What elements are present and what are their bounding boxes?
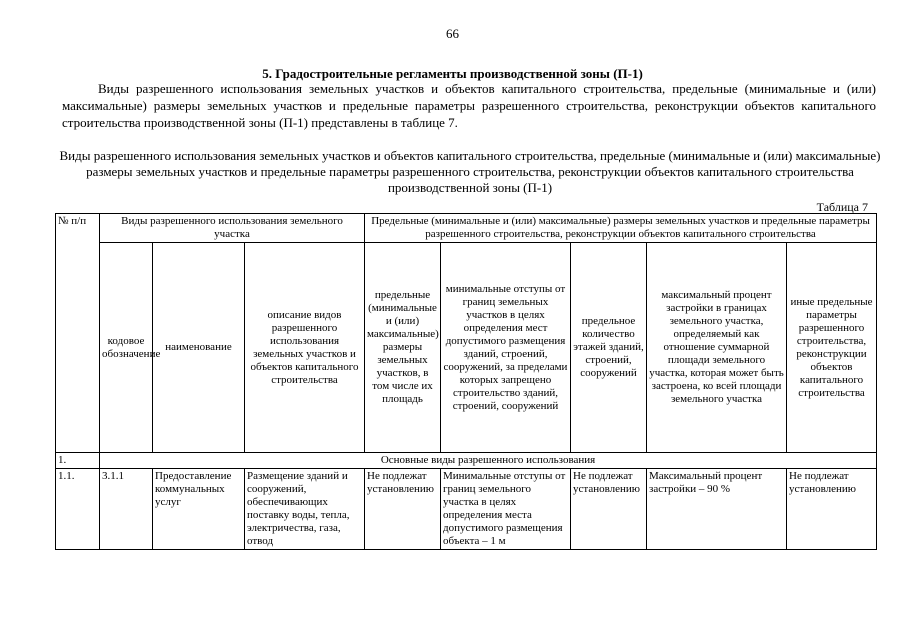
- intro-paragraph: Виды разрешенного использования земельных участков и объектов капитального строительства, предельные (минимальные и (или) максимальные) размеры земельных участков и предельные параметры разрешенного строительства, реконструкции объектов капитального строительства производственной зоны (П-1) представлены в таблице 7.: [62, 81, 876, 130]
- row-floors: Не подлежат установлению: [571, 469, 647, 550]
- section-row-label: Основные виды разрешенного использования: [100, 453, 877, 469]
- regulations-table: [55, 213, 877, 550]
- header-num: № п/п: [56, 214, 100, 453]
- table-title: Виды разрешенного использования земельных участков и объектов капитального строительства, предельные (минимальные и (или) максимальные) размеры земельных участков и предельные параметры разрешенного строительства, реконструкции объектов капитального строительства производственной зоны (П-1): [59, 148, 881, 195]
- header-group-right: Предельные (минимальные и (или) максимальные) размеры земельных участков и предельные параметры разрешенного строительства, реконструкции объектов капитального строительства: [365, 214, 877, 243]
- row-code: 3.1.1: [100, 469, 153, 550]
- table-caption: Таблица 7: [816, 200, 868, 214]
- row-other: Не подлежат установлению: [787, 469, 877, 550]
- section-row-num: 1.: [56, 453, 100, 469]
- section-row: [56, 453, 877, 469]
- header-col-coverage: максимальный процент застройки в границах земельного участка, определяемый как отношение суммарной площади земельного участка, которая может быть застроена, ко всей площади земельного участка: [647, 243, 787, 453]
- header-col-size: предельные (минимальные и (или) максимальные) размеры земельных участков, в том числе их площадь: [365, 243, 441, 453]
- row-num: 1.1.: [56, 469, 100, 550]
- header-col-code: кодовое обозначение: [100, 243, 153, 453]
- header-row-group: [56, 214, 877, 243]
- header-row-columns: [56, 243, 877, 453]
- header-col-description: описание видов разрешенного использования земельных участков и объектов капитального строительства: [245, 243, 365, 453]
- header-col-setback: минимальные отступы от границ земельных участков в целях определения мест допустимого размещения зданий, строений, сооружений, за пределами которых запрещено строительство зданий, строений, сооружений: [441, 243, 571, 453]
- row-setback: Минимальные отступы от границ земельного участка в целях определения места допустимого размещения объекта – 1 м: [441, 469, 571, 550]
- row-name: Предоставление коммунальных услуг: [153, 469, 245, 550]
- header-col-name: наименование: [153, 243, 245, 453]
- row-size: Не подлежат установлению: [365, 469, 441, 550]
- table-row: [56, 469, 877, 550]
- row-description: Размещение зданий и сооружений, обеспечивающих поставку воды, тепла, электричества, газа, отвод: [245, 469, 365, 550]
- header-col-other: иные предельные параметры разрешенного строительства, реконструкции объектов капитального строительства: [787, 243, 877, 453]
- page-number: 66: [446, 26, 459, 41]
- row-coverage: Максимальный процент застройки – 90 %: [647, 469, 787, 550]
- header-col-floors: предельное количество этажей зданий, строений, сооружений: [571, 243, 647, 453]
- section-heading: 5. Градостроительные регламенты производственной зоны (П-1): [262, 66, 643, 81]
- header-group-left: Виды разрешенного использования земельного участка: [100, 214, 365, 243]
